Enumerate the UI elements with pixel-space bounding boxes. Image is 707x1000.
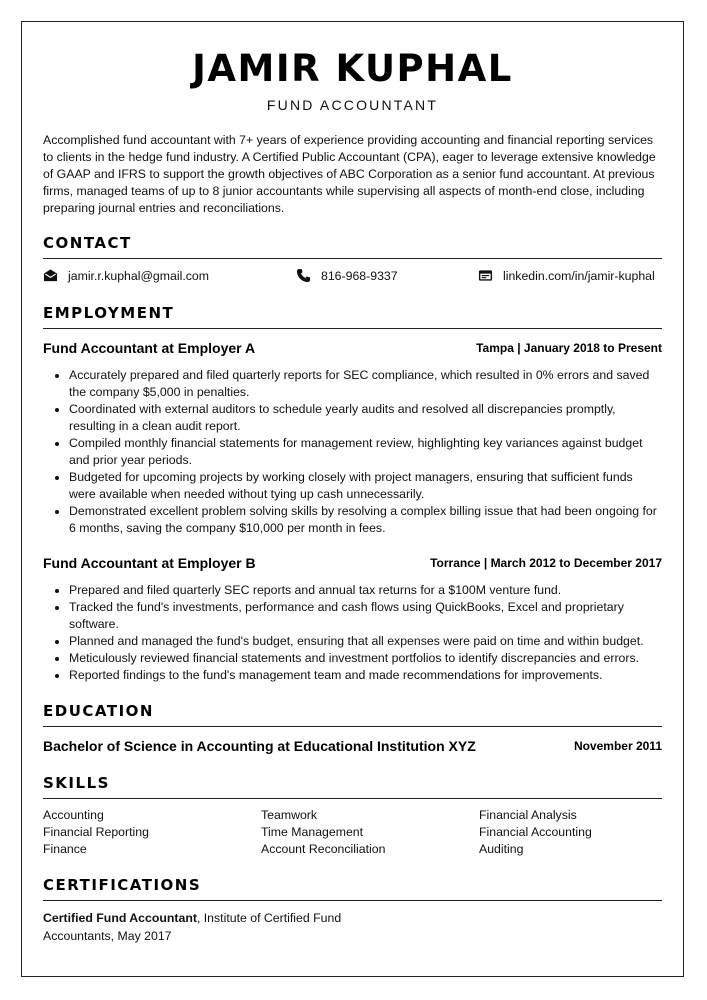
list-item: • Meticulously reviewed financial statements and investment portfolios to identify discrepancies and errors. (69, 650, 662, 667)
job-header (43, 340, 662, 360)
education-entry (43, 738, 662, 758)
resume-page (21, 21, 684, 977)
list-item: • Compiled monthly financial statements for management review, highlighting key variances against budget and prior year periods. (69, 435, 662, 469)
certification-name: Certified Fund Accountant (43, 911, 197, 925)
contact-linkedin[interactable] (478, 268, 655, 283)
section-heading-employment: EMPLOYMENT (43, 304, 662, 329)
skill-item: Account Reconciliation (261, 842, 386, 856)
phone-text[interactable]: 816-968-9337 (321, 268, 398, 283)
section-heading-certifications: CERTIFICATIONS (43, 876, 662, 901)
job-header (43, 555, 662, 575)
list-item: • Demonstrated excellent problem solving skills by resolving a complex billing issue that had been ongoing for 6 months, saving the company $10,000 per month in fees. (69, 503, 662, 537)
job-meta: Torrance | March 2012 to December 2017 (430, 556, 662, 570)
skill-item: Finance (43, 842, 87, 856)
email-text[interactable]: jamir.r.kuphal@gmail.com (68, 268, 209, 283)
skill-item: Financial Reporting (43, 825, 149, 839)
skill-item: Time Management (261, 825, 364, 839)
candidate-name: JAMIR KUPHAL (192, 47, 513, 90)
certification-entry (43, 909, 363, 945)
degree-title: Bachelor of Science in Accounting at Educational Institution XYZ (43, 738, 476, 754)
contact-phone[interactable] (296, 268, 398, 283)
job-bullets (43, 367, 662, 537)
list-item: • Prepared and filed quarterly SEC reports and annual tax returns for a $100M venture fund. (69, 582, 662, 599)
skill-item: Accounting (43, 808, 104, 822)
list-item: • Budgeted for upcoming projects by working closely with project managers, ensuring that sufficient funds were available when needed without tying up cash unnecessarily. (69, 469, 662, 503)
job-title: Fund Accountant at Employer B (43, 555, 256, 571)
job-title: Fund Accountant at Employer A (43, 340, 256, 356)
skill-item: Financial Analysis (479, 808, 577, 822)
section-heading-education: EDUCATION (43, 702, 662, 727)
section-heading-skills: SKILLS (43, 774, 662, 799)
skill-item: Auditing (479, 842, 524, 856)
skill-item: Financial Accounting (479, 825, 592, 839)
contact-email[interactable] (43, 268, 209, 283)
skills-column (261, 807, 385, 858)
skills-column (479, 807, 592, 858)
list-item: • Accurately prepared and filed quarterly reports for SEC compliance, which resulted in 0% errors and saved the company $5,000 in penalties. (69, 367, 662, 401)
list-item: • Reported findings to the fund's management team and made recommendations for improvements. (69, 667, 662, 684)
skills-column (43, 807, 149, 858)
phone-icon (296, 268, 311, 283)
job-bullets (43, 582, 662, 684)
section-heading-contact: CONTACT (43, 234, 662, 259)
candidate-title: FUND ACCOUNTANT (266, 97, 439, 113)
certification-details: , Institute of Certified Fund Accountants, May 2017 (43, 911, 342, 943)
linkedin-text[interactable]: linkedin.com/in/jamir-kuphal (503, 268, 655, 283)
list-item: • Planned and managed the fund's budget, ensuring that all expenses were paid on time and within budget. (69, 633, 662, 650)
education-date: November 2011 (573, 739, 662, 753)
list-item: • Tracked the fund's investments, performance and cash flows using QuickBooks, Excel and proprietary software. (69, 599, 662, 633)
envelope-icon (43, 268, 58, 283)
job-meta: Tampa | January 2018 to Present (476, 341, 662, 355)
skill-item: Teamwork (261, 808, 318, 822)
list-item: • Coordinated with external auditors to schedule yearly audits and resolved all discrepancies promptly, resulting in a clean audit report. (69, 401, 662, 435)
summary-paragraph: Accomplished fund accountant with 7+ years of experience providing accounting and financial reporting services to clients in the hedge fund industry. A Certified Public Accountant (CPA), eager to leverage extensive knowledge of GAAP and IFRS to support the growth objectives of ABC Corporation as a senior fund accountant. At previous firms, managed teams of up to 8 junior accountants while supervising all aspects of month-end close, including preparing journal entries and reconciliations. (43, 133, 656, 215)
id-card-icon (478, 268, 493, 283)
contact-row (43, 268, 662, 286)
